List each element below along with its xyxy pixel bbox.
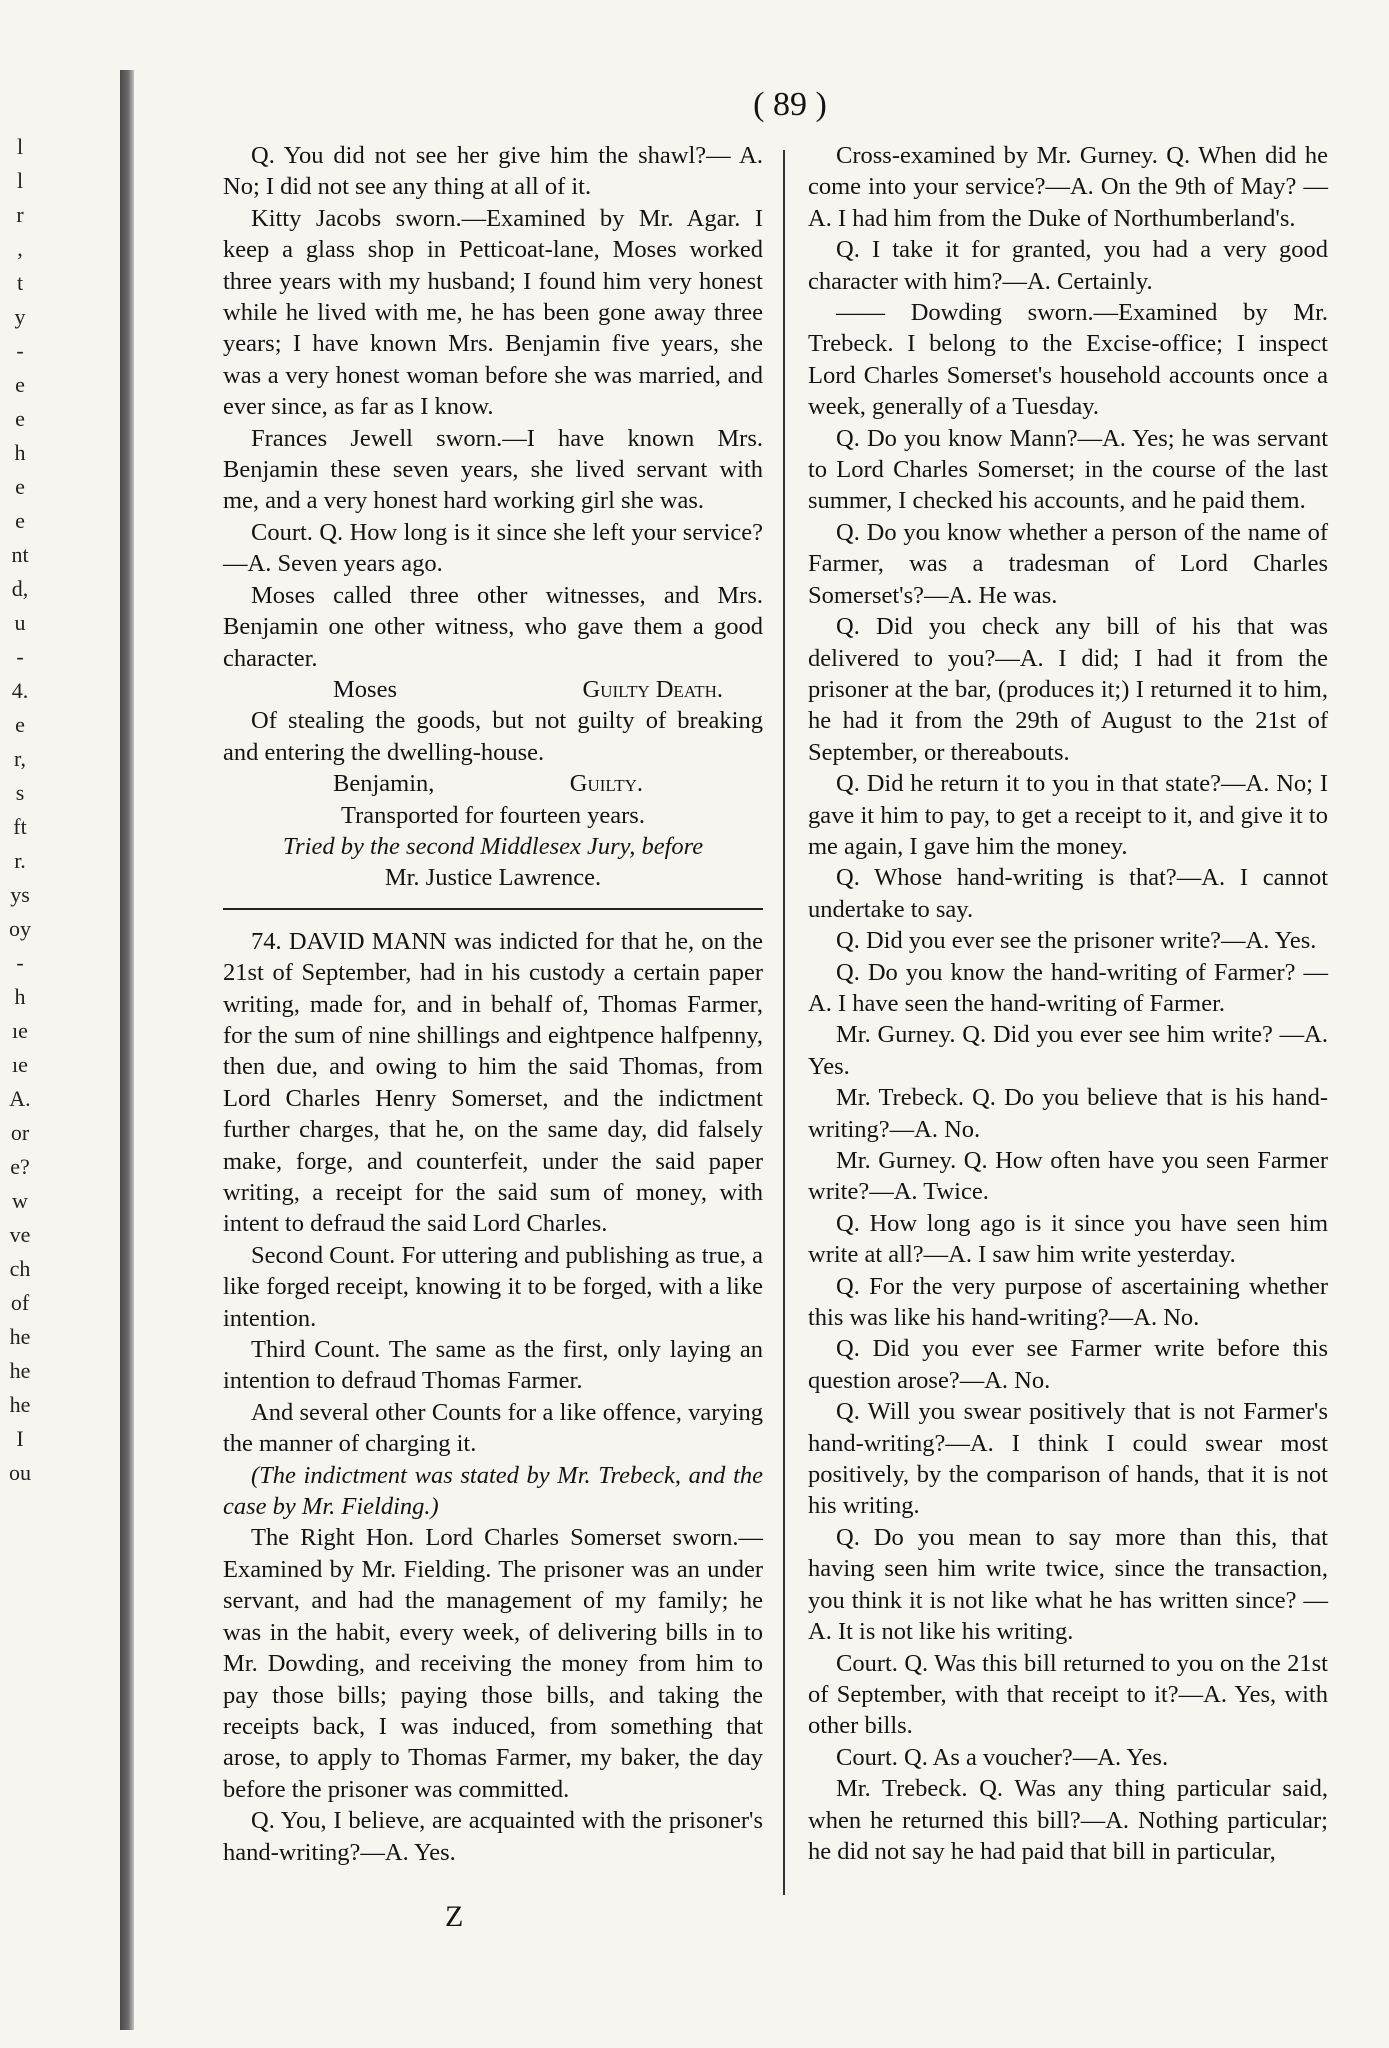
margin-fragment: - [16,338,24,363]
margin-fragment: ft [13,814,27,839]
margin-fragment: e [15,406,25,431]
margin-fragment: r [16,202,24,227]
paragraph: Q. Did he return it to you in that state?—A. No; I gave it him to pay, to get a receipt to it, and give it to me again, I gave him the money. [808,770,1328,860]
paragraph: Frances Jewell sworn.—I have known Mrs. Benjamin these seven years, she lived servant with me, and a very honest hard working girl she was. [223,424,763,515]
margin-fragment: l [16,134,24,159]
case-paragraph: 74. DAVID MANN was indicted for that he, on the 21st of September, had in his custody a certain paper writing, made for, and in behalf of, Thomas Farmer, for the sum of nine shillings and eightpence halfpenny, then due, and owing to him the said Thomas, from Lord Charles Henry Somerset, and the indictment further charges, that he, on the same day, did falsely make, forge, and counterfeit, under the said paper writing, a receipt for the said sum of money, with intent to defraud the said Lord Charles. [223,927,763,1238]
case-paragraph: And several other Counts for a like offence, varying the manner of charging it. [223,1398,763,1458]
margin-fragment: of [10,1290,30,1315]
margin-fragment: he [9,1358,31,1383]
section-rule [223,908,763,910]
paragraph: Q. Did you ever see the prisoner write?—A. Yes. [836,927,1317,955]
paragraph: Q. How long ago is it since you have seen him write at all?—A. I saw him write yesterday. [808,1209,1328,1269]
paragraph: Court. Q. How long is it since she left your service?—A. Seven years ago. [223,518,763,578]
margin-fragment: - [16,644,24,669]
margin-fragment: e [15,508,25,533]
paragraph: Q. Will you swear positively that is not Farmer's hand-writing?—A. I think I could swear most positively, by the comparison of hands, that it is not his writing. [808,1398,1328,1520]
sentence: Transported for fourteen years. [341,801,645,829]
margin-fragment: I [16,1426,24,1451]
case-paragraph: Second Count. For uttering and publishing as true, a like forged receipt, knowing it to be forged, with a like intention. [223,1241,763,1332]
margin-fragment: e? [10,1154,30,1179]
margin-fragment: d, [11,576,29,601]
margin-fragment: ve [9,1222,31,1247]
margin-fragment: t [16,270,24,295]
paragraph: Moses called three other witnesses, and Mrs. Benjamin one other witness, who gave them a good character. [223,581,763,672]
margin-fragment: oy [9,916,31,941]
margin-fragment: - [16,950,24,975]
paragraph: —— Dowding sworn.—Examined by Mr. Trebeck. I belong to the Excise-office; I inspect Lord Charles Somerset's household accounts once a week, generally of a Tuesday. [808,299,1328,421]
margin-fragment: s [15,780,25,805]
verdict-result: Guilty. [569,770,643,798]
verdict-benjamin [223,768,763,799]
margin-fragment: ıe [12,1018,28,1043]
paragraph: Q. Did you ever see Farmer write before this question arose?—A. No. [808,1335,1328,1394]
margin-fragment: ou [9,1460,31,1485]
paragraph: Mr. Gurney. Q. Did you ever see him write? —A. Yes. [808,1021,1328,1080]
left-column [223,140,763,1868]
margin-fragment: ys [10,882,30,907]
margin-fragment: r, [14,746,26,771]
verdict-note: Of stealing the goods, but not guilty of breaking and entering the dwelling-house. [223,707,763,766]
tried-by-judge: Mr. Justice Lawrence. [384,864,602,892]
margin-fragment: he [9,1324,31,1349]
case-paragraph: The Right Hon. Lord Charles Somerset sworn.—Examined by Mr. Fielding. The prisoner was an under servant, and had the management of my family; he was in the habit, every week, of delivering bills in to Mr. Dowding, and receiving the money from him to pay those bills; paying those bills, and taking the receipts back, I was induced, from something that arose, to apply to Thomas Farmer, my baker, the day before the prisoner was committed. [223,1524,763,1803]
margin-fragment: , [17,236,23,261]
margin-fragment: e [15,712,25,737]
paragraph: Cross-examined by Mr. Gurney. Q. When did he come into your service?—A. On the 9th of May? —A. I had him from the Duke of Northumberland's. [808,142,1328,232]
margin-fragment: ıe [12,1052,28,1077]
margin-fragment: he [9,1392,31,1417]
paragraph: Mr. Trebeck. Q. Do you believe that is his hand-writing?—A. No. [808,1084,1328,1143]
margin-fragment: h [14,984,26,1009]
paragraph: Q. You did not see her give him the shawl?— A. No; I did not see any thing at all of it. [223,142,763,201]
paragraph: Mr. Gurney. Q. How often have you seen Farmer write?—A. Twice. [808,1147,1328,1206]
margin-fragment: h [14,440,26,465]
verdict-moses [223,674,763,705]
tried-by-line: Tried by the second Middlesex Jury, before [282,832,704,860]
page-number: ( 89 ) [753,86,827,123]
paragraph: Court. Q. Was this bill returned to you on the 21st of September, with that receipt to it?—A. Yes, with other bills. [808,1649,1328,1740]
paragraph: Q. Do you know the hand-writing of Farmer? —A. I have seen the hand-writing of Farmer. [808,958,1328,1017]
column-divider [783,150,785,1895]
defendant-name: Moses [333,675,397,703]
margin-fragment: 4. [11,678,29,703]
case-paragraph: Q. You, I believe, are acquainted with the prisoner's hand-writing?—A. Yes. [223,1807,763,1866]
margin-fragment: u [14,610,26,635]
left-margin-fragments [0,130,40,1490]
margin-fragment: e [15,372,25,397]
signature-mark: Z [445,1900,464,1933]
paragraph: Q. Whose hand-writing is that?—A. I cannot undertake to say. [808,864,1328,923]
defendant-name: Benjamin, [333,770,435,798]
paragraph: Q. Do you know whether a person of the name of Farmer, was a tradesman of Lord Charles Somerset's?—A. He was. [808,518,1328,609]
margin-fragment: ch [9,1256,31,1281]
paragraph: Mr. Trebeck. Q. Was any thing particular said, when he returned this bill?—A. Nothing particular; he did not say he had paid that bill in particular, [808,1775,1328,1865]
margin-fragment: or [10,1120,30,1145]
paragraph: Q. Did you check any bill of his that was delivered to you?—A. I did; I had it from the prisoner at the bar, (produces it;) I returned it to him, he had it from the 29th of August to the 21st of September, or thereabouts. [808,613,1328,766]
paragraph: Kitty Jacobs sworn.—Examined by Mr. Agar. I keep a glass shop in Petticoat-lane, Moses worked three years with my husband; I found him very honest while he lived with me, he has been gone away three years; I have known Mrs. Benjamin five years, she was a very honest woman before she was married, and ever since, as far as I know. [223,204,763,421]
paragraph: Q. Do you mean to say more than this, that having seen him write twice, since the transaction, you think it is not like what he has written since? —A. It is not like his writing. [808,1523,1328,1646]
margin-fragment: w [12,1188,28,1213]
margin-fragment: l [16,168,24,193]
page-edge-shadow [120,70,134,2030]
paragraph: Q. For the very purpose of ascertaining whether this was like his hand-writing?—A. No. [808,1272,1328,1332]
margin-fragment: e [15,474,25,499]
case-paragraph: (The indictment was stated by Mr. Trebeck, and the case by Mr. Fielding.) [223,1461,763,1521]
margin-fragment: nt [11,542,29,567]
margin-fragment: A. [9,1086,31,1111]
margin-fragment: y [14,304,26,329]
paragraph: Court. Q. As a voucher?—A. Yes. [836,1743,1169,1771]
paragraph: Q. I take it for granted, you had a very good character with him?—A. Certainly. [808,236,1328,295]
case-paragraph: Third Count. The same as the first, only laying an intention to defraud Thomas Farmer. [223,1336,763,1395]
paragraph: Q. Do you know Mann?—A. Yes; he was servant to Lord Charles Somerset; in the course of the last summer, I checked his accounts, and he paid them. [808,424,1328,515]
right-column [808,140,1328,1867]
verdict-result: Guilty Death. [582,675,723,703]
margin-fragment: r. [14,848,26,873]
